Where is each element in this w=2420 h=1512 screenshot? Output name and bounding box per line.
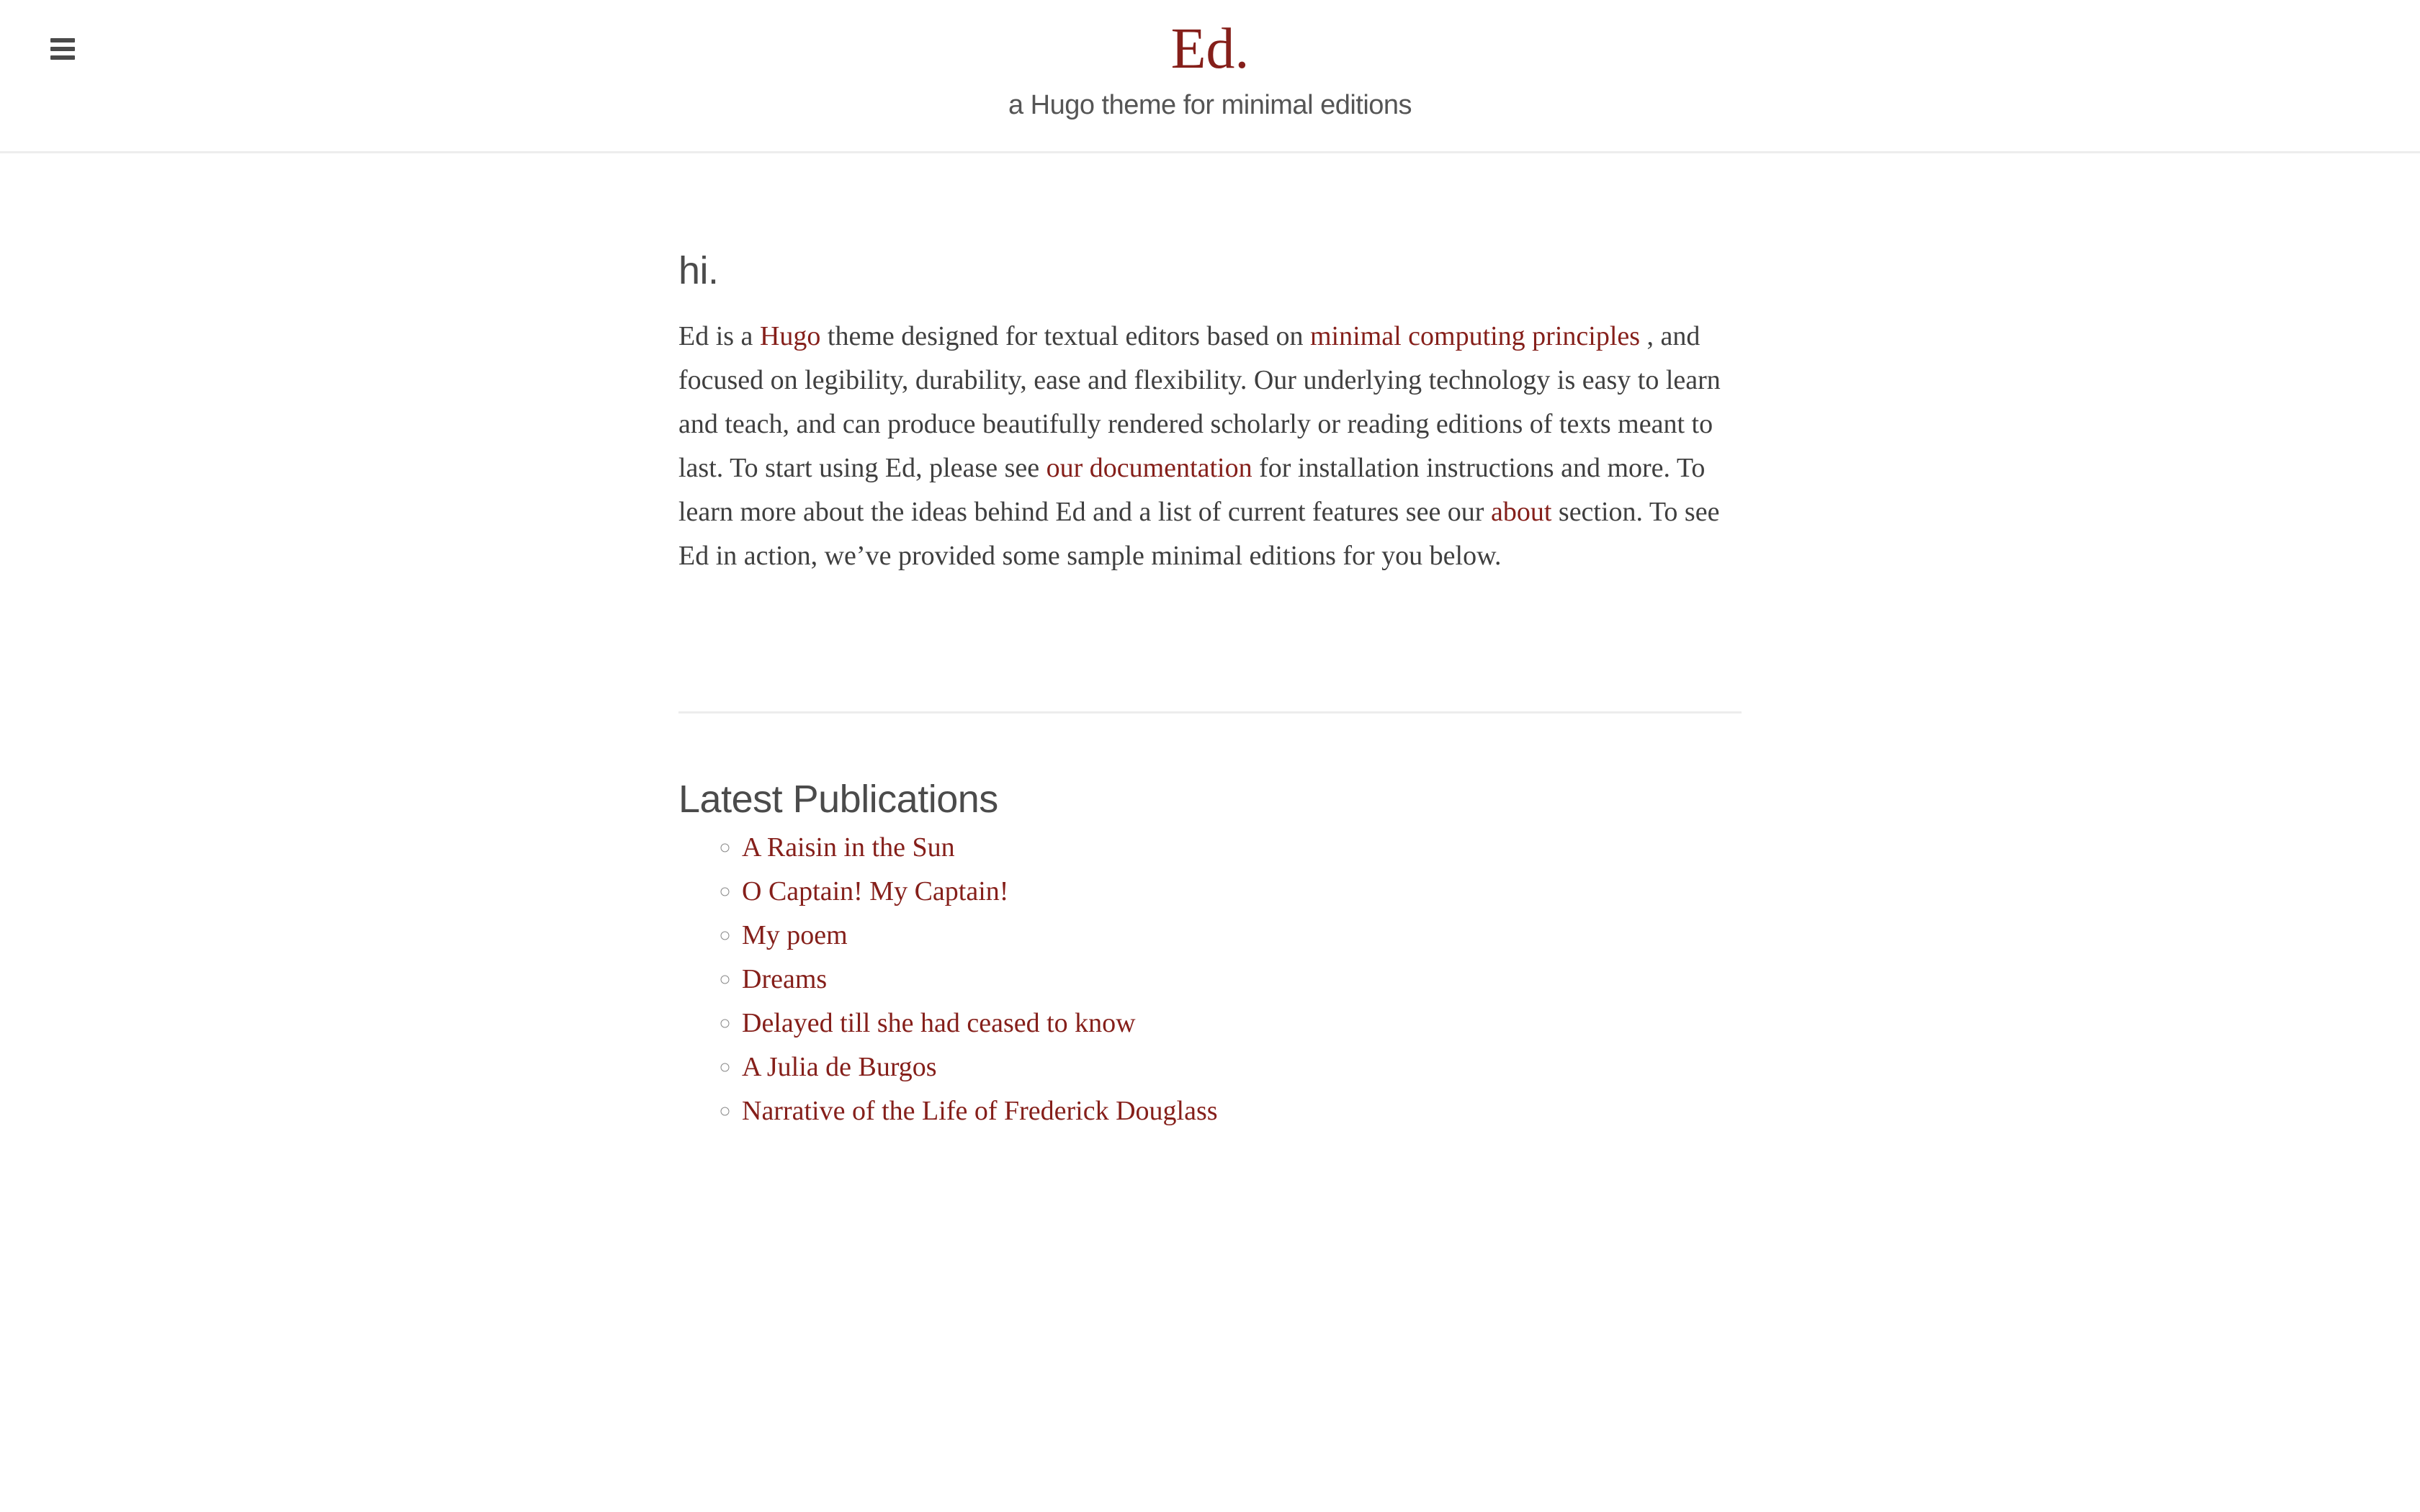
main-content bbox=[678, 153, 1742, 1133]
publication-list-item bbox=[742, 1089, 1742, 1133]
publications-section bbox=[678, 777, 1742, 1133]
site-title-link[interactable]: Ed. bbox=[1170, 17, 1250, 81]
section-divider bbox=[678, 711, 1742, 714]
intro-section bbox=[678, 248, 1742, 578]
publication-list-item bbox=[742, 958, 1742, 1002]
menu-toggle-button[interactable] bbox=[50, 35, 82, 63]
our-documentation-link[interactable]: our documentation bbox=[1046, 453, 1252, 483]
about-link[interactable]: about bbox=[1490, 497, 1552, 527]
publication-link[interactable]: A Julia de Burgos bbox=[742, 1052, 937, 1082]
publication-link[interactable]: O Captain! My Captain! bbox=[742, 876, 1009, 906]
publication-link[interactable]: A Raisin in the Sun bbox=[742, 832, 955, 863]
publication-list-item bbox=[742, 870, 1742, 914]
publication-link[interactable]: My poem bbox=[742, 920, 848, 950]
hamburger-bar bbox=[50, 55, 75, 60]
intro-text: Ed is a bbox=[678, 321, 760, 351]
publication-link[interactable]: Dreams bbox=[742, 964, 828, 994]
publication-link[interactable]: Narrative of the Life of Frederick Douglass bbox=[742, 1096, 1218, 1126]
publication-link[interactable]: Delayed till she had ceased to know bbox=[742, 1008, 1136, 1038]
intro-heading: hi. bbox=[678, 249, 719, 292]
publication-list-item bbox=[742, 1045, 1742, 1089]
hamburger-bar bbox=[50, 38, 75, 42]
intro-text: , and focused on legibility, durability, ease and flexibility. Our underlying technology is easy to learn and teach, and can produce beautifully rendered scholarly or reading editions of texts meant to last. To start using Ed, please see bbox=[678, 321, 1721, 483]
site-header bbox=[0, 0, 2420, 153]
hamburger-icon bbox=[50, 38, 82, 60]
site-title bbox=[0, 0, 2420, 81]
publications-list bbox=[678, 826, 1742, 1133]
hugo-link[interactable]: Hugo bbox=[759, 321, 821, 351]
publication-list-item bbox=[742, 826, 1742, 870]
publications-heading: Latest Publications bbox=[678, 778, 998, 821]
intro-text: for installation instructions and more. To learn more about the ideas behind Ed and a list of current features see our bbox=[678, 453, 1706, 527]
minimal-computing-principles-link[interactable]: minimal computing principles bbox=[1309, 321, 1641, 351]
publication-list-item bbox=[742, 1002, 1742, 1045]
intro-text: section. To see Ed in action, we’ve provided some sample minimal editions for you below. bbox=[678, 497, 1720, 571]
site-subtitle: a Hugo theme for minimal editions bbox=[1008, 90, 1412, 120]
publication-list-item bbox=[742, 914, 1742, 958]
intro-paragraph bbox=[678, 315, 1742, 578]
intro-text: theme designed for textual editors based on bbox=[820, 321, 1310, 351]
hamburger-bar bbox=[50, 47, 75, 51]
